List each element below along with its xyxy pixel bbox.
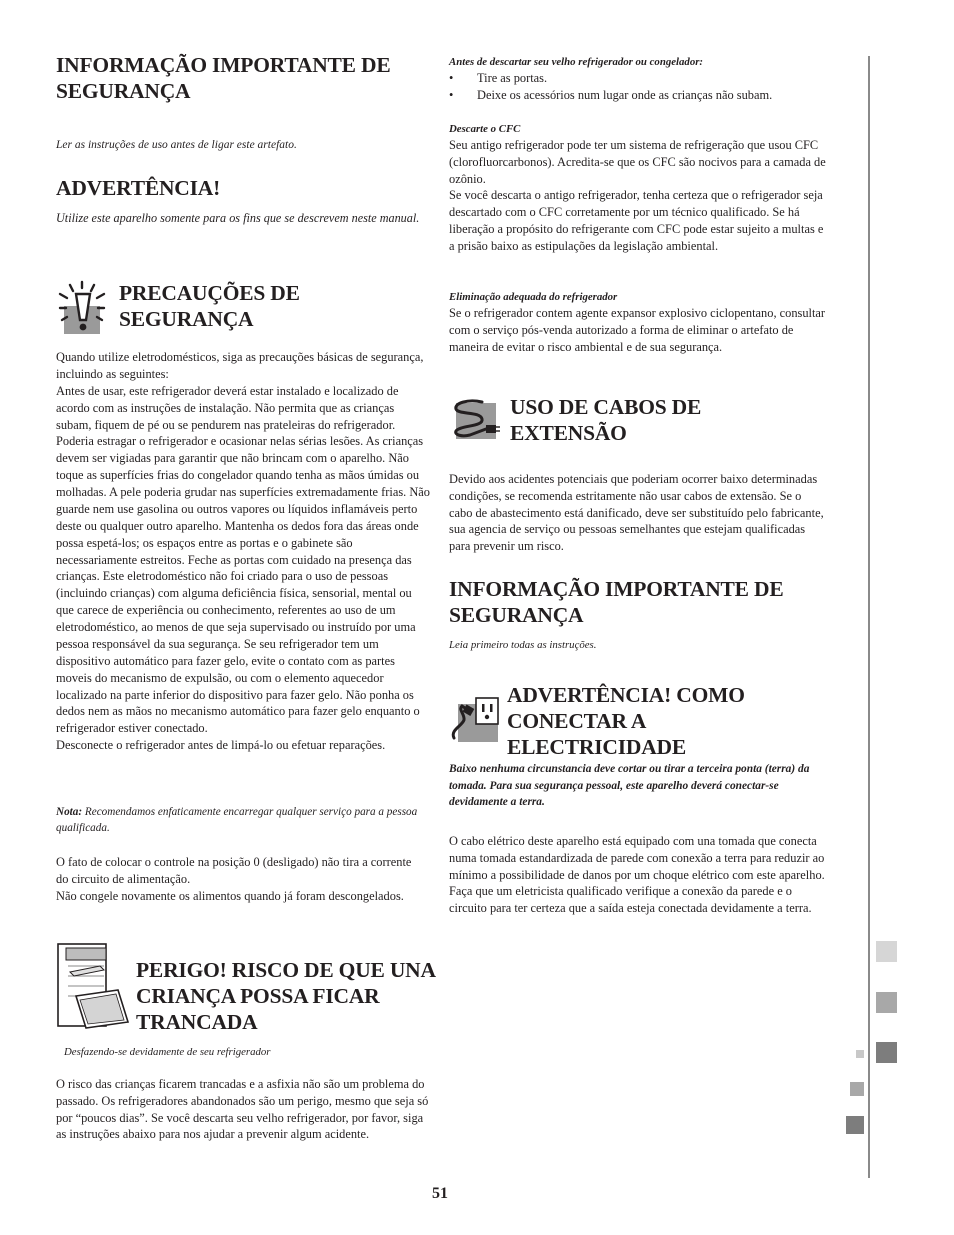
wall-outlet-plug-icon — [450, 696, 500, 742]
page-number: 51 — [432, 1185, 448, 1202]
grounding-warning: Baixo nenhuma circunstancia deve cortar ou tirar a terceira ponta (terra) da tomada. Para sua segurança pessoal, este aparelho deverá conectar-se devidamente a terra. — [449, 763, 810, 808]
off-position-note: O fato de colocar o controle na posição 0 (desligado) não tira a corrente do circuito de alimentação. Não congele novamente os alimentos quando já foram descongelados. — [56, 855, 412, 903]
margin-rule — [868, 56, 870, 1178]
precautions-title: PRECAUÇÕES DE SEGURANÇA — [119, 281, 300, 331]
discard-list — [449, 70, 829, 104]
cfc-body: Seu antigo refrigerador pode ter um sistema de refrigeração que usou CFC (clorofluorcarbonos). Acredita-se que os CFC são nocivos para a camada de ozônio. Se você descarta o antigo refrigerador, tenha certeza que o refrigerador seja descartado com o CFC corretamente por um técnico qualificado. Se há liberação a propósito do refrigerante com CFC pode estar sujeito a multas e a prisão baixo as estipulações da legislação ambiental. — [449, 138, 826, 253]
electrical-body: O cabo elétrico deste aparelho está equipado com una tomada que conecta numa tomada estandardizada de parede com conexão a terra para reduzir ao mínimo a possibilidade de danos por um choque elétrico com este aparelho. Faça que um eletricista qualificado verifique a conexão da parede e o circuito para ter certeza que a saída esteja conectada devidamente a terra. — [449, 834, 825, 916]
refrigerator-icon — [56, 942, 130, 1030]
electrical-connection-title: ADVERTÊNCIA! COMO CONECTAR A ELECTRICIDADE — [507, 683, 745, 759]
disposal-caption: Desfazendo-se devidamente de seu refrigerador — [64, 1046, 271, 1058]
decor-square — [876, 992, 897, 1013]
elimination-heading: Eliminação adequada do refrigerador — [449, 291, 618, 303]
decor-square — [856, 1050, 864, 1058]
nota-paragraph — [56, 804, 432, 836]
cfc-heading: Descarte o CFC — [449, 123, 521, 135]
page-title: INFORMAÇÃO IMPORTANTE DE SEGURANÇA — [56, 53, 391, 103]
warning-text: Utilize este aparelho somente para os fins que se descrevem neste manual. — [56, 211, 420, 225]
read-instructions-note: Ler as instruções de uso antes de ligar este artefato. — [56, 139, 297, 151]
precautions-body: Quando utilize eletrodomésticos, siga as precauções básicas de segurança, incluindo as seguintes: Antes de usar, este refrigerador deverá estar instalado e localizado de acordo com as instruções de instalação. Não permita que as crianças subam, fiquem de pé ou se pendurem nas prateleiras do refrigerador. Poderia estragar o refrigerador e ocasionar nelas sérias lesões. As crianças devem ser vigiadas para garantir que não brincam com o aparelho. Não toque as superfícies frias do congelador quando tenha as mãos úmidas ou molhadas. A pele poderia grudar nas superfícies extremadamente frias. Não guarde nem use gasolina ou outros vapores ou líquidos inflamáveis perto deste ou qualquer outro aparelho. Mantenha os dedos fora das áreas onde possa espetá-los; os espaços entre as portas e o gabinete são necessariamente estreitos. Feche as portas com cuidado na presença das crianças. Este eletrodoméstico não foi criado para o uso de pessoas (incluindo crianças) com alguma deficiência física, sensorial, mental ou que carece de experiência ou conhecimento, referentes ao uso de um eletrodoméstico, ao menos de que seja supervisado ou instruído por uma pessoa responsável da sua segurança. Se seu refrigerador tem um dispositivo automático para fazer gelo, evite o contato com as partes moveis do mecanismo de expulsão, ou com o elemento aquecedor localizado na parte inferior do dispositivo para fazer gelo. Não ponha os dedos nem as mãos no mecanismo automático para fazer gelo enquanto o refrigerador estiver conectado. Desconecte o refrigerador antes de limpá-lo ou efetuar reparações. — [56, 350, 430, 753]
read-first-note: Leia primeiro todas as instruções. — [449, 639, 597, 651]
safety-info-title: INFORMAÇÃO IMPORTANTE DE SEGURANÇA — [449, 577, 784, 627]
elimination-body: Se o refrigerador contem agente expansor explosivo ciclopentano, consultar com o serviço pós-venda autorizado a forma de eliminar o artefato de maneira de evitar o risco ambiental e de sua segurança. — [449, 306, 826, 354]
warning-hand-icon — [58, 280, 108, 335]
nota-label: Nota: — [56, 806, 83, 818]
list-item: • Tire as portas. — [449, 70, 829, 87]
decor-square — [846, 1116, 864, 1134]
decor-square — [876, 941, 897, 962]
nota-text: Recomendamos enfaticamente encarregar qualquer serviço para a pessoa qualificada. — [56, 806, 418, 834]
extension-cables-title: USO DE CABOS DE EXTENSÃO — [510, 395, 702, 445]
discard-heading: Antes de descartar seu velho refrigerador ou congelador: — [449, 56, 704, 68]
child-entrapment-title: PERIGO! RISCO DE QUE UNA CRIANÇA POSSA FICAR TRANCADA — [136, 958, 435, 1034]
extension-cables-body: Devido aos acidentes potenciais que poderiam ocorrer baixo determinadas condições, se recomenda estritamente não usar cabos de extensão. Se o cabo de abastecimento está danificado, deve ser substituído pelo fabricante, sua agencia de serviço ou pessoas semelhantes que estejam qualificadas para prevenir um risco. — [449, 472, 824, 554]
list-item: • Deixe os acessórios num lugar onde as crianças não subam. — [449, 87, 829, 104]
warning-title: ADVERTÊNCIA! — [56, 176, 221, 200]
extension-cable-icon — [452, 397, 500, 441]
decor-square — [850, 1082, 864, 1096]
decor-square — [876, 1042, 897, 1063]
child-entrapment-body: O risco das crianças ficarem trancadas e a asfixia não são um problema do passado. Os refrigeradores abandonados são um perigo, mesmo que seja só por “poucos dias”. Se você descarta seu velho refrigerador, por favor, siga as instruções abaixo para nos ajudar a prevenir algum acidente. — [56, 1077, 429, 1142]
